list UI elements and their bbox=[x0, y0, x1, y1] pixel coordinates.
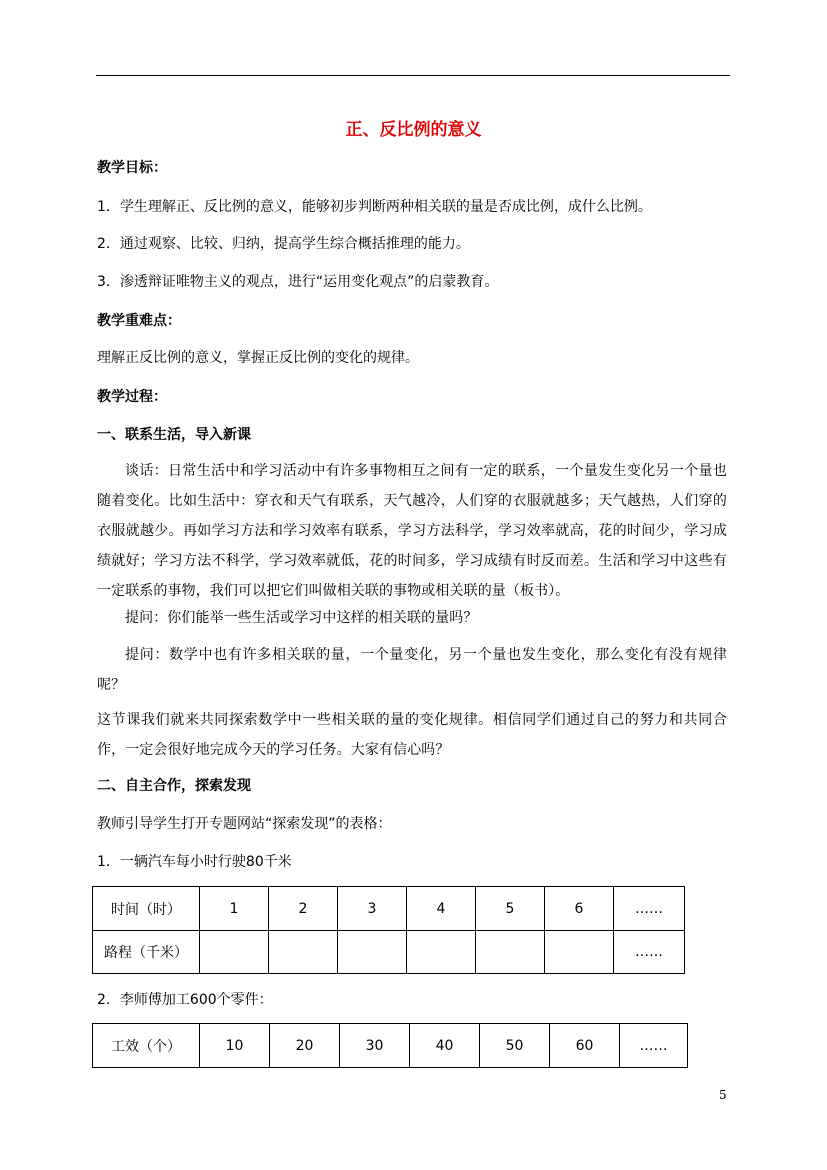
section2-intro: 教师引导学生打开专题网站“探索发现”的表格： bbox=[97, 816, 392, 832]
key-points-heading: 教学重难点： bbox=[97, 313, 181, 329]
table-cell-label: 路程（千米） bbox=[93, 931, 200, 974]
section1-paragraph: 谈话：日常生活中和学习活动中有许多事物相互之间有一定的联系，一个量发生变化另一个量也随着变化。比如生活中：穿衣和天气有联系，天气越冷，人们穿的衣服就越多；天气越热，人们穿的衣服就越少。再如学习方法和学习效率有联系，学习方法科学，学习效率就高，花的时间少，学习成绩就好；学习方法不科学，学习效率就低，花的时间多，学习成绩有时反而差。生活和学习中这些有一定联系的事物，我们可以把它们叫做相关联的事物或相关联的量（板书）。 bbox=[97, 463, 727, 599]
table-row bbox=[93, 931, 685, 974]
table1-caption: 1．一辆汽车每小时行驶80千米 bbox=[97, 854, 292, 870]
table2-caption: 2．李师傅加工600个零件： bbox=[97, 992, 273, 1008]
table-cell: …… bbox=[614, 887, 685, 931]
table-cell bbox=[476, 931, 545, 974]
page-number: 5 bbox=[719, 1088, 727, 1102]
objective-item: 2．通过观察、比较、归纳，提高学生综合概括推理的能力。 bbox=[97, 236, 470, 252]
table-cell: …… bbox=[614, 931, 685, 974]
table-cell bbox=[200, 931, 269, 974]
table-cell bbox=[545, 931, 614, 974]
header-rule bbox=[96, 75, 730, 76]
table-cell: 10 bbox=[200, 1024, 270, 1068]
table-cell: 60 bbox=[550, 1024, 620, 1068]
section1-paragraph: 提问：数学中也有许多相关联的量，一个量变化，另一个量也发生变化，那么变化有没有规律呢？ bbox=[97, 647, 727, 693]
table-distance bbox=[92, 886, 685, 974]
table-cell: 40 bbox=[410, 1024, 480, 1068]
table-cell: …… bbox=[620, 1024, 688, 1068]
table-cell bbox=[269, 931, 338, 974]
section1-paragraph: 提问：你们能举一些生活或学习中这样的相关联的量吗？ bbox=[125, 610, 478, 626]
objective-item: 3．渗透辩证唯物主义的观点，进行“运用变化观点”的启蒙教育。 bbox=[97, 274, 499, 290]
table-cell: 50 bbox=[480, 1024, 550, 1068]
section1-closing: 这节课我们就来共同探索数学中一些相关联的量的变化规律。相信同学们通过自己的努力和共同合作，一定会很好地完成今天的学习任务。大家有信心吗？ bbox=[97, 712, 727, 758]
table-cell: 2 bbox=[269, 887, 338, 931]
table-cell: 3 bbox=[338, 887, 407, 931]
table-cell: 6 bbox=[545, 887, 614, 931]
objective-item: 1．学生理解正、反比例的意义，能够初步判断两种相关联的量是否成比例，成什么比例。 bbox=[97, 199, 652, 215]
table-cell: 4 bbox=[407, 887, 476, 931]
table-cell: 1 bbox=[200, 887, 269, 931]
table-efficiency bbox=[92, 1023, 688, 1068]
table-cell: 5 bbox=[476, 887, 545, 931]
table-cell-label: 工效（个） bbox=[93, 1024, 200, 1068]
table-cell bbox=[338, 931, 407, 974]
table-cell: 30 bbox=[340, 1024, 410, 1068]
table-cell-label: 时间（时） bbox=[93, 887, 200, 931]
objectives-heading: 教学目标： bbox=[97, 160, 167, 176]
key-points-text: 理解正反比例的意义，掌握正反比例的变化的规律。 bbox=[97, 350, 419, 366]
section2-heading: 二、自主合作，探索发现 bbox=[97, 778, 251, 794]
page-title: 正、反比例的意义 bbox=[345, 120, 482, 140]
table-cell bbox=[407, 931, 476, 974]
table-row bbox=[93, 887, 685, 931]
table-row bbox=[93, 1024, 688, 1068]
table-cell: 20 bbox=[270, 1024, 340, 1068]
section1-heading: 一、联系生活，导入新课 bbox=[97, 427, 251, 443]
process-heading: 教学过程： bbox=[97, 389, 167, 405]
